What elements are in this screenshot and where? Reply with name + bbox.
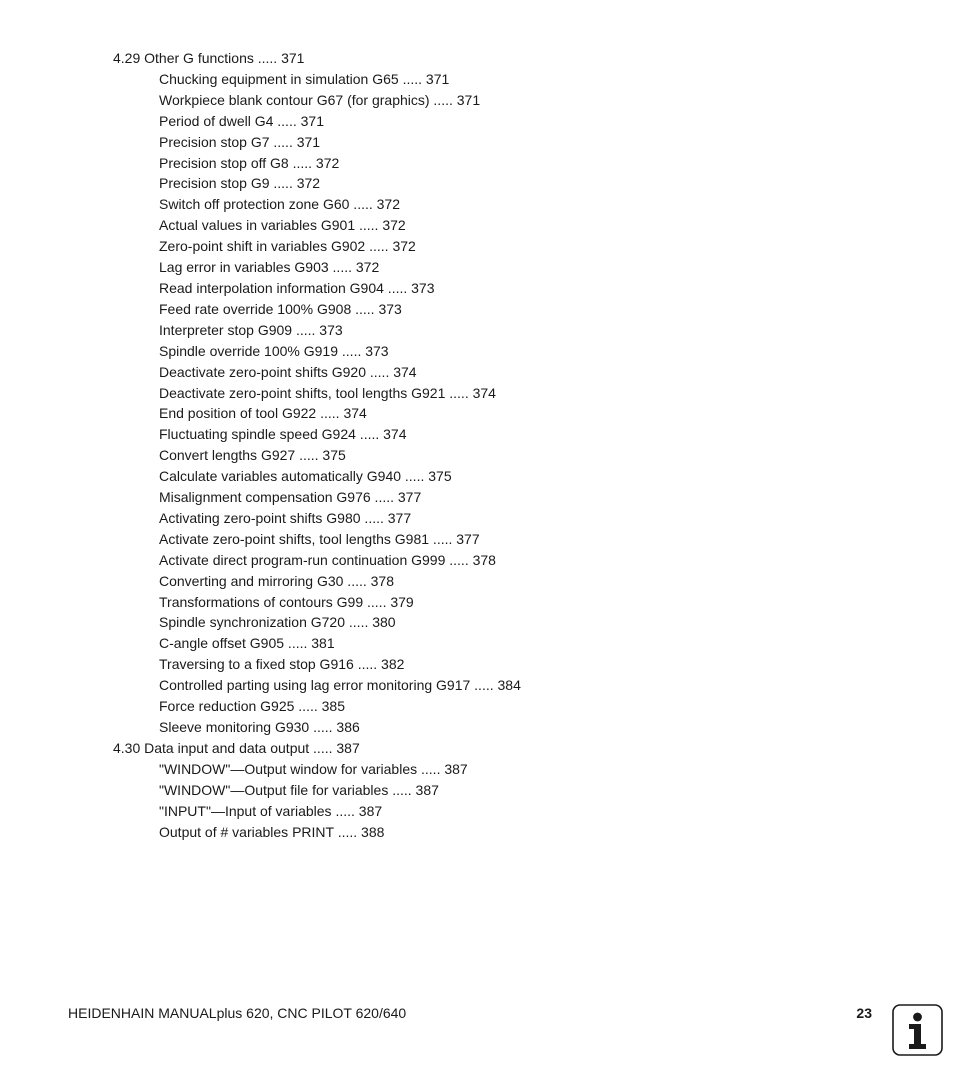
toc-entry: Misalignment compensation G976 ..... 377 [159,489,422,506]
toc-entry: C-angle offset G905 ..... 381 [159,635,335,652]
toc-entry: Sleeve monitoring G930 ..... 386 [159,719,360,735]
page-number: 23 [856,1005,872,1021]
toc-entry: Precision stop G7 ..... 371 [159,133,321,150]
toc-entry: Interpreter stop G909 ..... 373 [159,321,343,338]
table-of-contents [113,48,521,842]
toc-entry: Period of dwell G4 ..... 371 [159,112,324,129]
toc-entry: Converting and mirroring G30 ..... 378 [159,572,395,589]
toc-entry: "INPUT"—Input of variables ..... 387 [159,802,383,819]
toc-entry: Workpiece blank contour G67 (for graphics) ..... 371 [159,91,481,108]
toc-entry: End position of tool G922 ..... 374 [159,405,367,422]
toc-entry: Controlled parting using lag error monitoring G917 ..... 384 [159,677,521,694]
toc-entry: Switch off protection zone G60 ..... 372 [159,196,400,213]
toc-entry: Traversing to a fixed stop G916 ..... 382 [159,656,405,673]
toc-entry: Read interpolation information G904 ..... 373 [159,279,435,296]
toc-entry: Transformations of contours G99 ..... 379 [159,593,414,610]
toc-entry: Activate direct program-run continuation G999 ..... 378 [159,551,496,568]
toc-entry: Actual values in variables G901 ..... 372 [159,217,406,234]
toc-entry: Deactivate zero-point shifts, tool lengths G921 ..... 374 [159,384,496,401]
toc-entry: Calculate variables automatically G940 ..... 375 [159,468,452,485]
toc-entry: "WINDOW"—Output file for variables ..... 387 [159,781,439,798]
toc-entry: Force reduction G925 ..... 385 [159,698,345,715]
toc-section-heading: 4.29 Other G functions ..... 371 [113,50,305,66]
toc-entry: Feed rate override 100% G908 ..... 373 [159,300,402,317]
toc-section-heading: 4.30 Data input and data output ..... 387 [113,739,360,756]
toc-entry: Precision stop off G8 ..... 372 [159,154,340,171]
toc-entry: Convert lengths G927 ..... 375 [159,447,346,464]
toc-entry: Activating zero-point shifts G980 ..... 377 [159,509,412,526]
toc-entry: Spindle synchronization G720 ..... 380 [159,614,396,631]
toc-entry: Zero-point shift in variables G902 ..... 372 [159,238,416,255]
toc-entry: Chucking equipment in simulation G65 ..... 371 [159,70,450,87]
footer-manual-title: HEIDENHAIN MANUALplus 620, CNC PILOT 620/640 [68,1005,407,1021]
toc-entry: Fluctuating spindle speed G924 ..... 374 [159,426,407,443]
toc-entry: Deactivate zero-point shifts G920 ..... 374 [159,363,417,380]
toc-entry: Precision stop G9 ..... 372 [159,175,321,192]
toc-entry: Spindle override 100% G919 ..... 373 [159,342,389,359]
toc-entry: "WINDOW"—Output window for variables ..... 387 [159,760,468,777]
toc-entry: Output of # variables PRINT ..... 388 [159,823,385,840]
toc-entry: Lag error in variables G903 ..... 372 [159,259,380,276]
toc-entry: Activate zero-point shifts, tool lengths G981 ..... 377 [159,530,480,547]
info-icon [892,1004,943,1056]
